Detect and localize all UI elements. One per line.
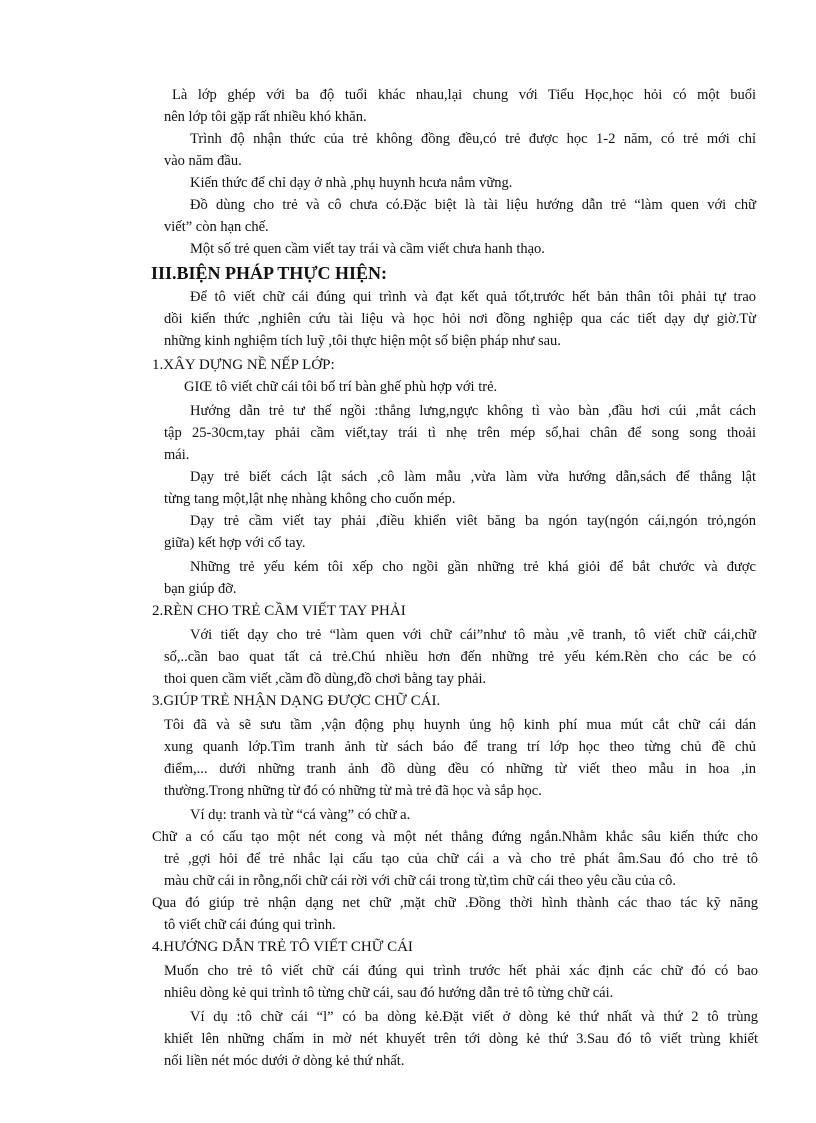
subsection-heading-3: 3.GIÚP TRẺ NHẬN DẠNG ĐƯỢC CHỮ CÁI. (152, 693, 441, 709)
s3-paragraph-3-cont (164, 848, 758, 870)
text-line: bạn giúp đỡ. (164, 581, 237, 597)
text-line: mái. (164, 447, 190, 463)
s3-paragraph-4-end (164, 914, 758, 936)
section3-paragraph-cont (164, 308, 756, 330)
intro-paragraph-1-end (164, 106, 756, 128)
text-line: Ví dụ :tô chữ cái “l” có ba dòng kẻ.Đặt viết ở dòng kẻ thứ nhất và thứ 2 tô trùng (190, 1009, 758, 1025)
s2-paragraph-end (164, 668, 756, 690)
text-line: Trình độ nhận thức của trẻ không đồng đều,có trẻ được học 1-2 năm, có trẻ mới chỉ (190, 131, 756, 147)
s3-paragraph-3-end (164, 870, 758, 892)
text-line: khiết lên những chấm in mờ nét khuyết trên tới dòng kẻ thứ 3.Sau đó tô viết trùng khiết (164, 1031, 758, 1047)
s1-paragraph-3 (190, 466, 756, 488)
text-line: màu chữ cái in rỗng,nối chữ cái rời với chữ cái trong từ,tìm chữ cái theo yêu cầu của cô. (164, 873, 677, 889)
s3-paragraph-1 (164, 714, 756, 780)
text-line: nối liền nét móc dưới ở dòng kẻ thứ nhất. (164, 1053, 405, 1069)
text-line: Để tô viết chữ cái đúng qui trình và đạt kết quả tốt,trước hết bản thân tôi phải tự trao (190, 289, 756, 305)
s1-paragraph-1 (184, 376, 756, 398)
s3-paragraph-3 (152, 826, 758, 848)
text-line: Qua đó giúp trẻ nhận dạng net chữ ,mặt chữ .Đồng thời hình thành các thao tác kỹ năng (152, 895, 758, 911)
s4-paragraph-2-cont (164, 1028, 758, 1050)
s1-paragraph-4-end (164, 532, 756, 554)
text-line: Dạy trẻ biết cách lật sách ,cô làm mẫu ,vừa làm vừa hướng dẫn,sách để thẳng lật (190, 469, 756, 485)
text-line: Hướng dẫn trẻ tư thế ngồi :thẳng lưng,ngực không tì vào bàn ,đầu hơi cúi ,mắt cách (190, 403, 756, 419)
text-line: số,..cần bao quat tất cả trẻ.Chú nhiều hơn đến những trẻ yếu kém.Rèn cho các be có (164, 649, 756, 665)
text-line: Những trẻ yếu kém tôi xếp cho ngồi gần những trẻ khá giỏi để bắt chước và được (190, 559, 756, 575)
subsection-heading-2: 2.RÈN CHO TRẺ CẦM VIẾT TAY PHẢI (152, 603, 406, 619)
text-line: những kinh nghiệm tích luỹ ,tôi thực hiện một số biện pháp như sau. (164, 333, 561, 349)
text-line: Là lớp ghép với ba độ tuổi khác nhau,lại chung với Tiểu Học,học hỏi có một buổi (172, 87, 756, 103)
section3-paragraph-end (164, 330, 756, 352)
text-line: tô viết chữ cái đúng qui trình. (164, 917, 336, 933)
intro-paragraph-4-end (164, 216, 756, 238)
s1-paragraph-5-end (164, 578, 756, 600)
text-line: giữa) kết hợp với cổ tay. (164, 535, 306, 551)
text-line: nhiêu dòng kẻ qui trình tô từng chữ cái, sau đó hướng dẫn trẻ tô từng chữ cái. (164, 985, 614, 1001)
text-line: Ví dụ: tranh và từ “cá vàng” có chữ a. (190, 807, 411, 823)
text-line: tập 25-30cm,tay phải cầm viết,tay trái tì nhẹ trên mép sổ,hai chân để song song thoải (164, 425, 756, 441)
s3-paragraph-1-end (164, 780, 756, 802)
s4-paragraph-2-end (164, 1050, 758, 1072)
text-line: trẻ ,gợi hỏi để trẻ nhắc lại cấu tạo của chữ cái a và cho trẻ phát âm.Sau đó cho trẻ tô (164, 851, 758, 867)
subsection-heading-1: 1.XÂY DỰNG NỀ NẾP LỚP: (152, 357, 335, 373)
s1-paragraph-2-end (164, 444, 756, 466)
intro-paragraph-2-end (164, 150, 756, 172)
text-line: Dạy trẻ cầm viết tay phải ,điều khiển viêt băng ba ngón tay(ngón cái,ngón trỏ,ngón (190, 513, 756, 529)
section3-paragraph (190, 286, 756, 308)
text-line: xung quanh lớp.Tìm tranh ảnh từ sách báo để trang trí lớp học theo từng chủ đề chủ (164, 739, 756, 755)
s2-paragraph (190, 624, 756, 646)
s1-paragraph-2 (190, 400, 756, 422)
text-line: thoi quen cầm viết ,cầm đồ dùng,đồ chơi bằng tay phải. (164, 671, 487, 687)
intro-paragraph-4 (190, 194, 756, 216)
s3-example (190, 804, 756, 826)
s4-paragraph-2 (190, 1006, 758, 1028)
s4-paragraph-1 (164, 960, 758, 982)
s1-paragraph-4 (190, 510, 756, 532)
text-line: dồi kiến thức ,nghiên cứu tài liệu và học hỏi nơi đồng nghiệp qua các tiết dạy dự giờ.Từ (164, 311, 756, 327)
s1-paragraph-2-cont (164, 422, 756, 444)
intro-paragraph-2 (190, 128, 756, 150)
s3-paragraph-4 (152, 892, 758, 914)
text-line: Một số trẻ quen cầm viết tay trái và cầm viết chưa hanh thạo. (190, 241, 545, 257)
text-line: điểm,... dưới những tranh ảnh đồ dùng đều có những từ viết theo mẫu in hoa ,in (164, 761, 756, 777)
s1-paragraph-5 (190, 556, 756, 578)
intro-paragraph-3 (190, 172, 756, 194)
text-line: Chữ a có cấu tạo một nét cong và một nét thẳng đứng ngắn.Nhằm khắc sâu kiến thức cho (152, 829, 758, 845)
text-line: GIŒ tô viết chữ cái tôi bố trí bàn ghế phù hợp với trẻ. (184, 379, 498, 395)
text-line: thường.Trong những từ đó có những từ mà trẻ đã học và sắp học. (164, 783, 542, 799)
text-line: viết” còn hạn chế. (164, 219, 269, 235)
s2-paragraph-cont (164, 646, 756, 668)
intro-paragraph-5 (190, 238, 756, 260)
text-line: Tôi đã và sẽ sưu tầm ,vận động phụ huynh ủng hộ kinh phí mua mút cắt chữ cái dán (164, 717, 756, 733)
s4-paragraph-1-end (164, 982, 758, 1004)
text-line: từng tang một,lật nhẹ nhàng không cho cuốn mép. (164, 491, 456, 507)
text-line: Kiến thức để chỉ dạy ở nhà ,phụ huynh hcưa nắm vững. (190, 175, 513, 191)
text-line: nên lớp tôi gặp rất nhiều khó khăn. (164, 109, 367, 125)
text-line: Đồ dùng cho trẻ và cô chưa có.Đặc biệt là tài liệu hướng dẫn trẻ “làm quen với chữ (190, 197, 756, 213)
s1-paragraph-3-end (164, 488, 756, 510)
text-line: Muốn cho trẻ tô viết chữ cái đúng qui trình trước hết phải xác định các chữ đó có bao (164, 963, 758, 979)
section-heading-iii: III.BIỆN PHÁP THỰC HIỆN: (151, 263, 388, 283)
text-line: Với tiết dạy cho trẻ “làm quen với chữ cái”như tô màu ,vẽ tranh, tô viết chữ cái,chữ (190, 627, 756, 643)
subsection-heading-4: 4.HƯỚNG DẪN TRẺ TÔ VIẾT CHỮ CÁI (152, 939, 413, 955)
text-line: vào năm đầu. (164, 153, 242, 169)
intro-paragraph-1 (172, 84, 756, 106)
